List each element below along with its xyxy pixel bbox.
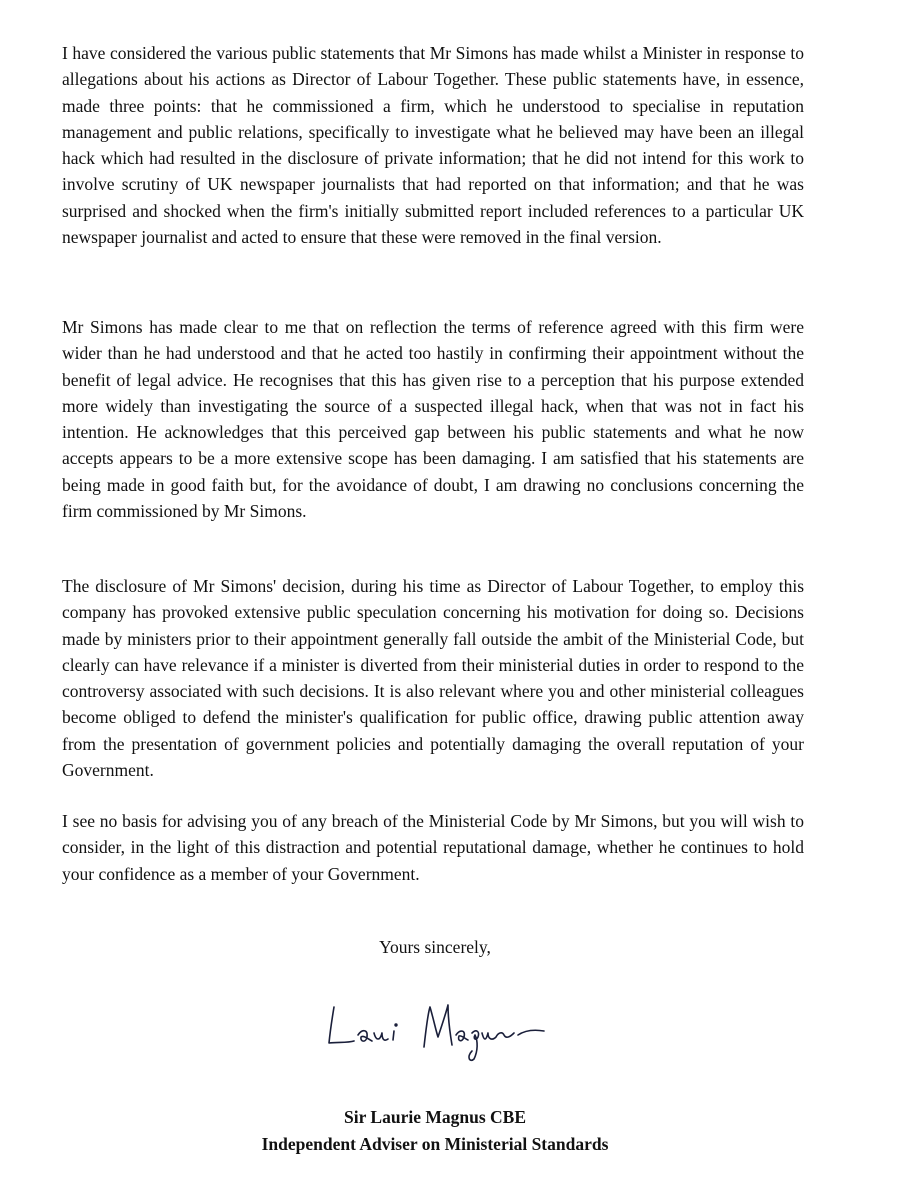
paragraph-conclusion: I see no basis for advising you of any breach of the Ministerial Code by Mr Simons, but you will wish to consider, in the light of this distraction and potential reputational damage, whether he continues to hold your confidence as a member of your Government. [62, 811, 804, 884]
handwritten-signature [320, 985, 560, 1065]
paragraph-terms-of-reference: Mr Simons has made clear to me that on reflection the terms of reference agreed with this firm were wider than he had understood and that he acted too hastily in confirming their appointment without the benefit of legal advice. He recognises that this has given rise to a perception that his purpose extended more widely than investigating the source of a suspected illegal hack, when that was not in fact his intention. He acknowledges that this perceived gap between his public statements and what he now accepts appears to be a more extensive scope has been damaging. I am satisfied that his statements are being made in good faith but, for the avoidance of doubt, I am drawing no conclusions concerning the firm commissioned by Mr Simons. [62, 317, 804, 522]
closing-salutation: Yours sincerely, [379, 937, 491, 957]
signatory-name: Sir Laurie Magnus CBE [344, 1107, 526, 1127]
paragraph-considered-statements: I have considered the various public statements that Mr Simons has made whilst a Minister in response to allegations about his actions as Director of Labour Together. These public statements have, in essence, made three points: that he commissioned a firm, which he understood to specialise in reputation management and public relations, specifically to investigate what he believed may have been an illegal hack which had resulted in the disclosure of private information; that he did not intend for this work to involve scrutiny of UK newspaper journalists that had reported on that information; and that he was surprised and shocked when the firm's initially submitted report included references to a particular UK newspaper journalist and acted to ensure that these were removed in the final version. [62, 43, 804, 248]
signature-drawing [320, 985, 560, 1065]
signatory-title: Independent Adviser on Ministerial Standards [261, 1134, 609, 1154]
paragraph-public-speculation: The disclosure of Mr Simons' decision, during his time as Director of Labour Together, to employ this company has provoked extensive public speculation concerning his motivation for doing so. Decisions made by ministers prior to their appointment generally fall outside the ambit of the Ministerial Code, but clearly can have relevance if a minister is diverted from their ministerial duties in order to respond to the controversy associated with such decisions. It is also relevant where you and other ministerial colleagues become obliged to defend the minister's qualification for public office, drawing public attention away from the presentation of government policies and potentially damaging the overall reputation of your Government. [62, 576, 804, 781]
